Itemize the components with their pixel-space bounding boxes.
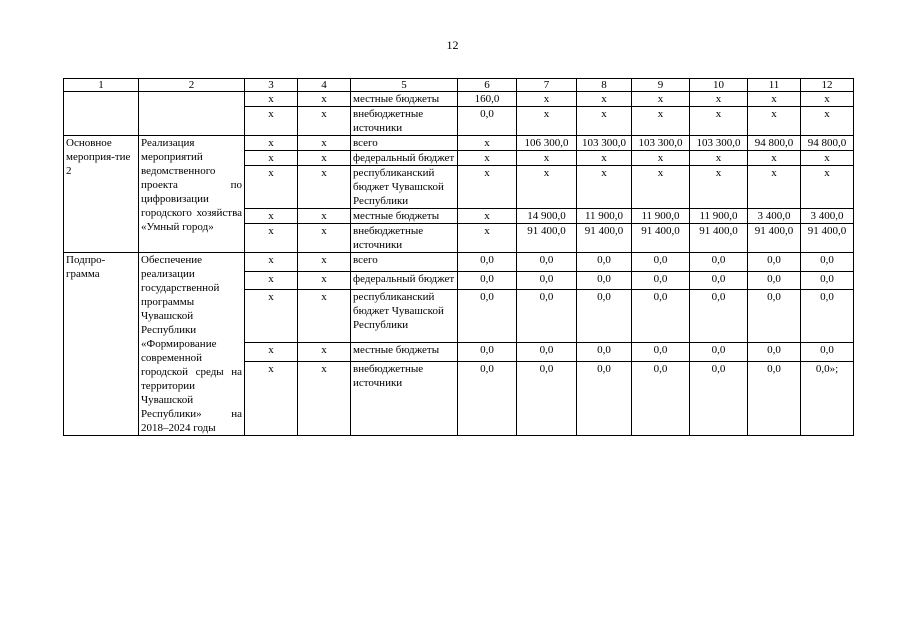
amount-cell: 0,0 bbox=[801, 290, 854, 343]
activity-description: Реализация мероприятий ведомственного проекта по цифровизации городского хозяйства «Умный город» bbox=[139, 136, 245, 253]
cell-c4: x bbox=[298, 136, 351, 151]
amount-cell: 0,0 bbox=[577, 271, 632, 290]
amount-cell: 91 400,0 bbox=[517, 224, 577, 253]
amount-cell: x bbox=[517, 107, 577, 136]
amount-cell: 94 800,0 bbox=[801, 136, 854, 151]
amount-cell: x bbox=[458, 151, 517, 166]
amount-cell: x bbox=[632, 92, 690, 107]
amount-cell: 11 900,0 bbox=[690, 209, 748, 224]
amount-cell: 0,0 bbox=[632, 253, 690, 272]
budget-source-label: республиканский бюджет Чувашской Республики bbox=[351, 166, 458, 209]
amount-cell: x bbox=[577, 107, 632, 136]
cell-c4: x bbox=[298, 151, 351, 166]
amount-cell: 0,0 bbox=[632, 271, 690, 290]
amount-cell: 0,0 bbox=[690, 343, 748, 362]
budget-source-label: федеральный бюджет bbox=[351, 271, 458, 290]
amount-cell: 91 400,0 bbox=[577, 224, 632, 253]
budget-source-label: внебюджетные источники bbox=[351, 362, 458, 436]
amount-cell: 0,0 bbox=[577, 253, 632, 272]
cell-c4: x bbox=[298, 107, 351, 136]
amount-cell: 0,0 bbox=[458, 362, 517, 436]
cell-c3: x bbox=[245, 253, 298, 272]
amount-cell: x bbox=[690, 166, 748, 209]
amount-cell: 91 400,0 bbox=[690, 224, 748, 253]
amount-cell: x bbox=[690, 107, 748, 136]
amount-cell: 91 400,0 bbox=[632, 224, 690, 253]
amount-cell: x bbox=[577, 151, 632, 166]
amount-cell: 0,0 bbox=[801, 253, 854, 272]
amount-cell: 0,0 bbox=[517, 290, 577, 343]
cell-c3: x bbox=[245, 209, 298, 224]
amount-cell: 0,0 bbox=[517, 343, 577, 362]
column-number: 3 bbox=[245, 79, 298, 92]
amount-cell: 3 400,0 bbox=[801, 209, 854, 224]
cell-c3: x bbox=[245, 92, 298, 107]
column-number-row bbox=[64, 79, 854, 92]
amount-cell: 0,0 bbox=[458, 271, 517, 290]
cell-c3: x bbox=[245, 290, 298, 343]
amount-cell: x bbox=[801, 151, 854, 166]
column-number: 11 bbox=[748, 79, 801, 92]
amount-cell: 91 400,0 bbox=[801, 224, 854, 253]
amount-cell: 0,0 bbox=[577, 343, 632, 362]
budget-source-label: всего bbox=[351, 253, 458, 272]
amount-cell: 0,0 bbox=[748, 271, 801, 290]
amount-cell: 94 800,0 bbox=[748, 136, 801, 151]
subprogram-description: Обеспечение реализации государственной программы Чувашской Республики «Формирование современной городской среды на территории Чувашской Республики» на 2018–2024 годы bbox=[139, 253, 245, 436]
cell-c4: x bbox=[298, 224, 351, 253]
amount-cell: x bbox=[632, 107, 690, 136]
amount-cell: x bbox=[748, 151, 801, 166]
column-number: 8 bbox=[577, 79, 632, 92]
cell-c3: x bbox=[245, 107, 298, 136]
cell-c4: x bbox=[298, 209, 351, 224]
budget-source-label: федеральный бюджет bbox=[351, 151, 458, 166]
subprogram-title: Подпро-грамма bbox=[64, 253, 139, 436]
amount-cell: x bbox=[748, 92, 801, 107]
amount-cell: 11 900,0 bbox=[632, 209, 690, 224]
amount-cell: 0,0 bbox=[748, 343, 801, 362]
column-number: 4 bbox=[298, 79, 351, 92]
budget-source-label: внебюджетные источники bbox=[351, 107, 458, 136]
column-number: 7 bbox=[517, 79, 577, 92]
amount-cell: x bbox=[801, 107, 854, 136]
amount-cell: 91 400,0 bbox=[748, 224, 801, 253]
amount-cell: 0,0 bbox=[690, 290, 748, 343]
amount-cell: x bbox=[517, 151, 577, 166]
amount-cell: 3 400,0 bbox=[748, 209, 801, 224]
cell-c3: x bbox=[245, 224, 298, 253]
amount-cell: x bbox=[577, 166, 632, 209]
amount-cell: 106 300,0 bbox=[517, 136, 577, 151]
amount-cell: x bbox=[458, 224, 517, 253]
amount-cell: x bbox=[632, 151, 690, 166]
amount-cell: 0,0 bbox=[577, 290, 632, 343]
column-number: 12 bbox=[801, 79, 854, 92]
cell-c3: x bbox=[245, 362, 298, 436]
budget-table bbox=[63, 78, 854, 436]
cell-c4: x bbox=[298, 343, 351, 362]
budget-source-label: местные бюджеты bbox=[351, 209, 458, 224]
amount-cell: 0,0»; bbox=[801, 362, 854, 436]
cell-c3: x bbox=[245, 343, 298, 362]
amount-cell: 0,0 bbox=[748, 253, 801, 272]
amount-cell: x bbox=[458, 166, 517, 209]
amount-cell: 0,0 bbox=[517, 271, 577, 290]
amount-cell: 103 300,0 bbox=[690, 136, 748, 151]
amount-cell: x bbox=[458, 209, 517, 224]
amount-cell: x bbox=[517, 166, 577, 209]
amount-cell: x bbox=[690, 151, 748, 166]
cell-c3: x bbox=[245, 271, 298, 290]
table-row bbox=[64, 253, 854, 272]
amount-cell: x bbox=[632, 166, 690, 209]
budget-source-label: местные бюджеты bbox=[351, 92, 458, 107]
amount-cell: 0,0 bbox=[632, 343, 690, 362]
amount-cell: x bbox=[577, 92, 632, 107]
amount-cell: x bbox=[748, 166, 801, 209]
budget-source-label: внебюджетные источники bbox=[351, 224, 458, 253]
amount-cell: x bbox=[690, 92, 748, 107]
amount-cell: 11 900,0 bbox=[577, 209, 632, 224]
amount-cell: 0,0 bbox=[458, 253, 517, 272]
amount-cell: 0,0 bbox=[632, 290, 690, 343]
budget-source-label: местные бюджеты bbox=[351, 343, 458, 362]
column-number: 6 bbox=[458, 79, 517, 92]
column-number: 2 bbox=[139, 79, 245, 92]
amount-cell: x bbox=[748, 107, 801, 136]
table-row bbox=[64, 136, 854, 151]
column-number: 10 bbox=[690, 79, 748, 92]
amount-cell: x bbox=[801, 166, 854, 209]
amount-cell: 103 300,0 bbox=[577, 136, 632, 151]
amount-cell: 0,0 bbox=[577, 362, 632, 436]
amount-cell: 160,0 bbox=[458, 92, 517, 107]
empty-activity-cell bbox=[64, 92, 139, 136]
cell-c4: x bbox=[298, 362, 351, 436]
cell-c3: x bbox=[245, 151, 298, 166]
empty-description-cell bbox=[139, 92, 245, 136]
amount-cell: 0,0 bbox=[748, 290, 801, 343]
column-number: 5 bbox=[351, 79, 458, 92]
column-number: 9 bbox=[632, 79, 690, 92]
cell-c4: x bbox=[298, 271, 351, 290]
amount-cell: 0,0 bbox=[458, 343, 517, 362]
cell-c4: x bbox=[298, 166, 351, 209]
amount-cell: 103 300,0 bbox=[632, 136, 690, 151]
amount-cell: 0,0 bbox=[690, 253, 748, 272]
table-row bbox=[64, 92, 854, 107]
page-number: 12 bbox=[446, 38, 459, 52]
amount-cell: 0,0 bbox=[690, 271, 748, 290]
amount-cell: 0,0 bbox=[801, 271, 854, 290]
cell-c3: x bbox=[245, 166, 298, 209]
column-number: 1 bbox=[64, 79, 139, 92]
amount-cell: x bbox=[458, 136, 517, 151]
amount-cell: 0,0 bbox=[458, 290, 517, 343]
amount-cell: 0,0 bbox=[517, 362, 577, 436]
cell-c3: x bbox=[245, 136, 298, 151]
amount-cell: 0,0 bbox=[801, 343, 854, 362]
budget-source-label: республиканский бюджет Чувашской Республики bbox=[351, 290, 458, 343]
activity-title: Основное мероприя-тие 2 bbox=[64, 136, 139, 253]
amount-cell: 0,0 bbox=[748, 362, 801, 436]
cell-c4: x bbox=[298, 253, 351, 272]
cell-c4: x bbox=[298, 290, 351, 343]
amount-cell: 0,0 bbox=[690, 362, 748, 436]
amount-cell: 0,0 bbox=[458, 107, 517, 136]
amount-cell: x bbox=[517, 92, 577, 107]
cell-c4: x bbox=[298, 92, 351, 107]
amount-cell: 14 900,0 bbox=[517, 209, 577, 224]
amount-cell: 0,0 bbox=[517, 253, 577, 272]
amount-cell: 0,0 bbox=[632, 362, 690, 436]
amount-cell: x bbox=[801, 92, 854, 107]
budget-source-label: всего bbox=[351, 136, 458, 151]
